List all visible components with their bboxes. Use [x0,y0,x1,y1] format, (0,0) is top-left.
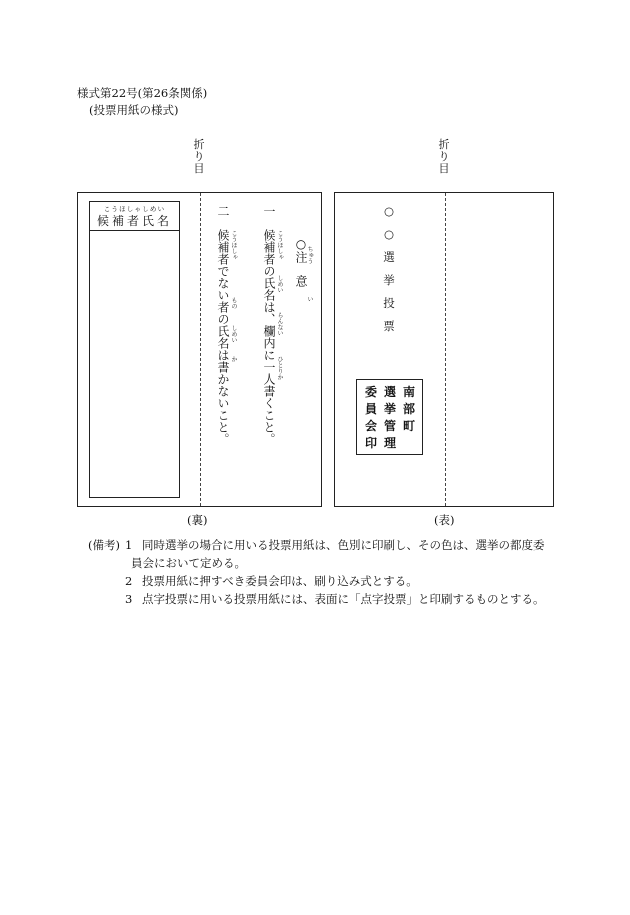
notice-item-2: 二 候補者でない者の氏名は書かないこと。 [216,205,230,445]
back-caption: (裏) [187,513,208,527]
note-1-continuation: 員会において定める。 [131,556,246,570]
candidate-name-header [90,202,179,231]
notice-heading-ruby-2: い [306,296,313,302]
form-title: 様式第22号(第26条関係) [77,86,208,100]
seal-column-committee: 委 員 会 印 [364,385,377,450]
notice-heading-ruby: ちゅう [306,246,313,264]
seal-column-town: 南 部 町 [402,385,415,433]
form-subtitle: (投票用紙の様式) [89,103,179,117]
notice-item-1: 一 候補者の氏名は、欄内に一人書くこと。 [262,205,276,445]
front-caption: (表) [434,513,455,527]
fold-line-back [200,193,201,506]
fold-label-front: 折 り 目 [438,138,450,175]
notice-item-2-ruby-a: こうほしゃ [230,230,237,260]
notice-item-1-ruby-a: こうほしゃ [276,230,283,260]
seal-column-management: 選 挙 管 理 [383,385,396,450]
notes-label: (備考) [88,538,120,552]
ballot-front-panel [334,192,554,507]
notice-heading: ○注 意 [294,237,308,287]
notice-item-1-ruby-b: しめい [276,275,283,293]
fold-label-back: 折 り 目 [193,138,205,175]
note-3-text: 点字投票に用いる投票用紙には、表面に「点字投票」と印刷するものとする。 [142,592,545,606]
ballot-title: ○ ○ 選 挙 投 票 [383,204,395,333]
notice-item-2-ruby-d: か [230,356,237,362]
candidate-name-box [89,201,180,498]
notice-item-1-ruby-d: ひとりか [276,356,283,380]
fold-line-front [445,193,446,506]
note-1-text: 同時選挙の場合に用いる投票用紙は、色別に印刷し、その色は、選挙の都度委 [142,538,545,552]
notice-item-1-ruby-c: らんない [276,312,283,336]
note-1-number: 1 [125,538,133,552]
note-3-number: 3 [125,592,133,606]
candidate-name-ruby: こうほしゃしめい [103,205,166,213]
candidate-name-label: 候補者氏名 [96,214,172,228]
notice-item-2-ruby-c: しめい [230,325,237,343]
election-committee-seal [356,379,423,455]
note-2-text: 投票用紙に押すべき委員会印は、刷り込み式とする。 [142,574,418,588]
notice-item-2-ruby-b: もの [230,297,237,309]
note-2-number: 2 [125,574,133,588]
